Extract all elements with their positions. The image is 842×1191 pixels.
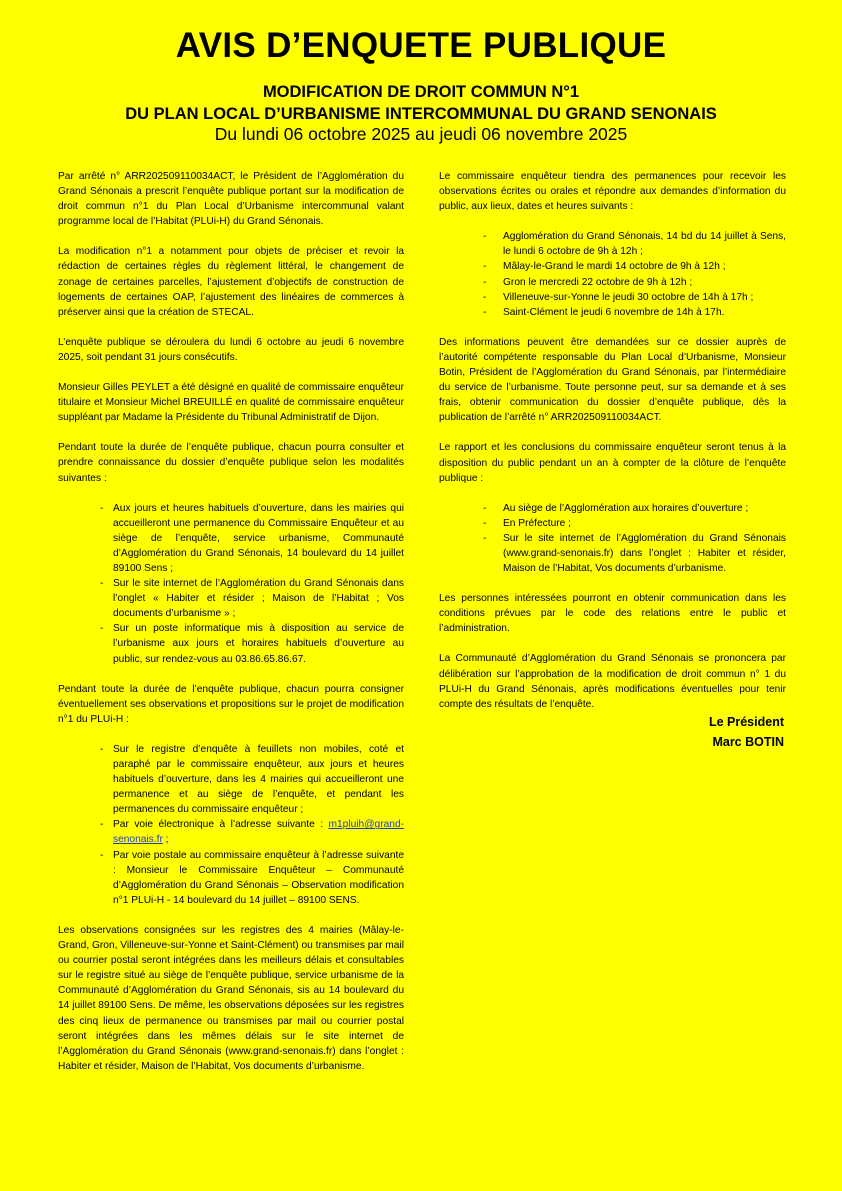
signature-block [600,712,784,752]
list-item [439,501,786,516]
paragraph-report: Le rapport et les conclusions du commissaire enquêteur seront tenus à la disposition du public pendant un an à compter de la clôture de l’enquête publique : [439,442,786,484]
email-link[interactable]: m1pluih@grand-senonais.fr [113,819,404,846]
paragraph-registers: Les observations consignées sur les registres des 4 mairies (Mâlay-le-Grand, Gron, Villeneuve-sur-Yonne et Saint-Clément) ou transmises par mail ou courrier postal seront intégrées dans les meilleurs délais et consultables sur le registre situé au siège de l’enquête publique, service urbanisme de la Communauté d’Agglomération du Grand Sénonais, sis au 14 boulevard du 14 juillet 89100 Sens. De même, les observations déposées sur les registres des cinq lieux de permanence ou transmises par mail ou courrier postal seront intégrées dans les mêmes délais sur le site internet de l’Agglomération du Grand Sénonais (www.grand-senonais.fr) dans l’onglet : Habiter et résider, Maison de l’Habitat, Vos documents d’urbanisme. [58,924,404,1072]
list-item [439,290,786,305]
consultation-list [58,501,404,667]
list-item-text: Par voie postale au commissaire enquêteur à l’adresse suivante : Monsieur le Commissaire Enquêteur – Communauté d’Agglomération du Grand Sénonais – Observation modification n°1 PLUi-H - 14 boulevard du 14 juillet – 89100 SENS. [113,849,404,906]
list-item [439,229,786,259]
list-item [439,275,786,290]
list-item-text: Sur un poste informatique mis à disposition au service de l’urbanisme aux jours et horaires habituels d’ouverture au public, sur rendez-vous au 03.86.65.86.67. [113,623,404,665]
list-item [58,817,404,847]
list-item [439,305,786,320]
bullet-dash: - [100,743,104,755]
bullet-dash: - [483,306,487,318]
permanences-list [439,229,786,320]
paragraph-decree: Par arrêté n° ARR202509110034ACT, le Président de l’Agglomération du Grand Sénonais a prescrit l’enquête publique portant sur la modification de droit commun n°1 du Plan Local d’Urbanisme intercommunal valant programme local de l’Habitat (PLUi-H) du Grand Sénonais. [58,171,404,228]
right-column [439,169,786,727]
list-item-text: Villeneuve-sur-Yonne le jeudi 30 octobre de 14h à 17h ; [503,291,754,303]
inquiry-dates: Du lundi 06 octobre 2025 au jeudi 06 novembre 2025 [214,124,628,144]
list-item-text: Agglomération du Grand Sénonais, 14 bd du 14 juillet à Sens, le lundi 6 octobre de 9h à 12h ; [503,231,786,258]
left-column [58,169,404,1089]
bullet-dash: - [483,276,487,288]
list-item-text: Sur le registre d’enquête à feuillets non mobiles, coté et paraphé par le commissaire enquêteur, aux jours et heures habituels d’ouverture, dans les 4 mairies qui accueilleront une permanence et au siège de l’enquête, et pendant les permanences du commissaire enquêteur ; [113,743,404,816]
list-item-text: Par voie électronique à l’adresse suivante : [113,819,329,831]
paragraph-modification-purpose: La modification n°1 a notamment pour objets de préciser et revoir la rédaction de certaines règles du règlement littéral, le changement de zonage de certaines parcelles, l’ajustement d’objectifs de construction de logements de certaines OAP, l’ajustement des linéaires de commerces à préserver ainsi que la création de STECAL. [58,246,404,318]
subtitle-line-1: MODIFICATION DE DROIT COMMUN N°1 [262,83,580,101]
paragraph-communication: Les personnes intéressées pourront en obtenir communication dans les conditions prévues par le code des relations entre le public et l’administration. [439,593,786,635]
signature-role: Le Président [708,715,784,729]
bullet-dash: - [483,532,487,544]
list-item-text: Saint-Clément le jeudi 6 novembre de 14h à 17h. [503,306,725,318]
list-item-text: Sur le site internet de l’Agglomération du Grand Sénonais (www.grand-senonais.fr) dans l’onglet : Habiter et résider, Maison de l’Habitat, Vos documents d’urbanisme. [503,532,786,575]
list-item [58,576,404,621]
page-title: AVIS D’ENQUETE PUBLIQUE [175,26,667,65]
bullet-dash: - [483,291,487,303]
bullet-dash: - [100,623,104,635]
list-item-text: Au siège de l’Agglomération aux horaires d’ouverture ; [503,502,749,514]
list-item-text: Sur le site internet de l’Agglomération du Grand Sénonais dans l’onglet « Habiter et résider ; Maison de l’Habitat ; Vos documents d’urbanisme » ; [113,578,404,620]
signature-name: Marc BOTIN [712,735,784,749]
bullet-dash: - [100,578,104,590]
bullet-dash: - [100,819,104,831]
paragraph-permanences: Le commissaire enquêteur tiendra des permanences pour recevoir les observations écrites ou orales et répondre aux demandes d’information du public, aux lieux, dates et heures suivants : [439,171,786,213]
list-item-text: Gron le mercredi 22 octobre de 9h à 12h ; [503,276,693,288]
list-item [439,259,786,274]
list-item-text: Mâlay-le-Grand le mardi 14 octobre de 9h à 12h ; [503,261,726,273]
bullet-dash: - [483,517,487,529]
list-item-text: ; [162,834,169,846]
list-item [439,516,786,531]
paragraph-approval: La Communauté d’Agglomération du Grand Sénonais se prononcera par délibération sur l’approbation de la modification de droit commun n° 1 du PLUi-H du Grand Sénonais, après modifications éventuelles pour tenir compte des résultats de l’enquête. [439,653,786,710]
paragraph-information: Des informations peuvent être demandées sur ce dossier auprès de l’autorité compétente responsable du Plan Local d’Urbanisme, Monsieur Botin, Président de l’Agglomération du Grand Sénonais, par l’intermédiaire du service de l’urbanisme. Toute personne peut, sur sa demande et à ses frais, obtenir communication du dossier d’enquête publique, dès la publication de l’arrêté n° ARR202509110034ACT. [439,336,786,424]
paragraph-consultation: Pendant toute la durée de l’enquête publique, chacun pourra consulter et prendre connaissance du dossier d’enquête publique selon les modalités suivantes : [58,442,404,484]
bullet-dash: - [100,502,104,514]
list-item [58,621,404,666]
list-item [58,742,404,817]
report-availability-list [439,501,786,576]
bullet-dash: - [483,502,487,514]
paragraph-duration: L’enquête publique se déroulera du lundi 6 octobre au jeudi 6 novembre 2025, soit pendant 31 jours consécutifs. [58,336,404,363]
list-item [439,531,786,576]
list-item [58,501,404,576]
observations-list [58,742,404,908]
list-item-text: Aux jours et heures habituels d’ouverture, dans les mairies qui accueilleront une permanence du Commissaire Enquêteur et au siège de l’enquête, service urbanisme, Communauté d’Agglomération du Grand Sénonais, 14 boulevard du 14 juillet 89100 Sens ; [113,502,404,574]
bullet-dash: - [483,231,487,243]
bullet-dash: - [100,849,104,861]
list-item-text: En Préfecture ; [503,517,571,529]
paragraph-commissioners: Monsieur Gilles PEYLET a été désigné en qualité de commissaire enquêteur titulaire et Monsieur Michel BREUILLÉ en qualité de commissaire enquêteur suppléant par Madame la Présidente du Tribunal Administratif de Dijon. [58,382,404,424]
subtitle-line-2: DU PLAN LOCAL D’URBANISME INTERCOMMUNAL DU GRAND SENONAIS [125,105,717,123]
paragraph-observations: Pendant toute la durée de l’enquête publique, chacun pourra consigner éventuellement ses observations et propositions sur le projet de modification n°1 du PLUi-H : [58,683,404,725]
bullet-dash: - [483,261,487,273]
list-item [58,848,404,908]
